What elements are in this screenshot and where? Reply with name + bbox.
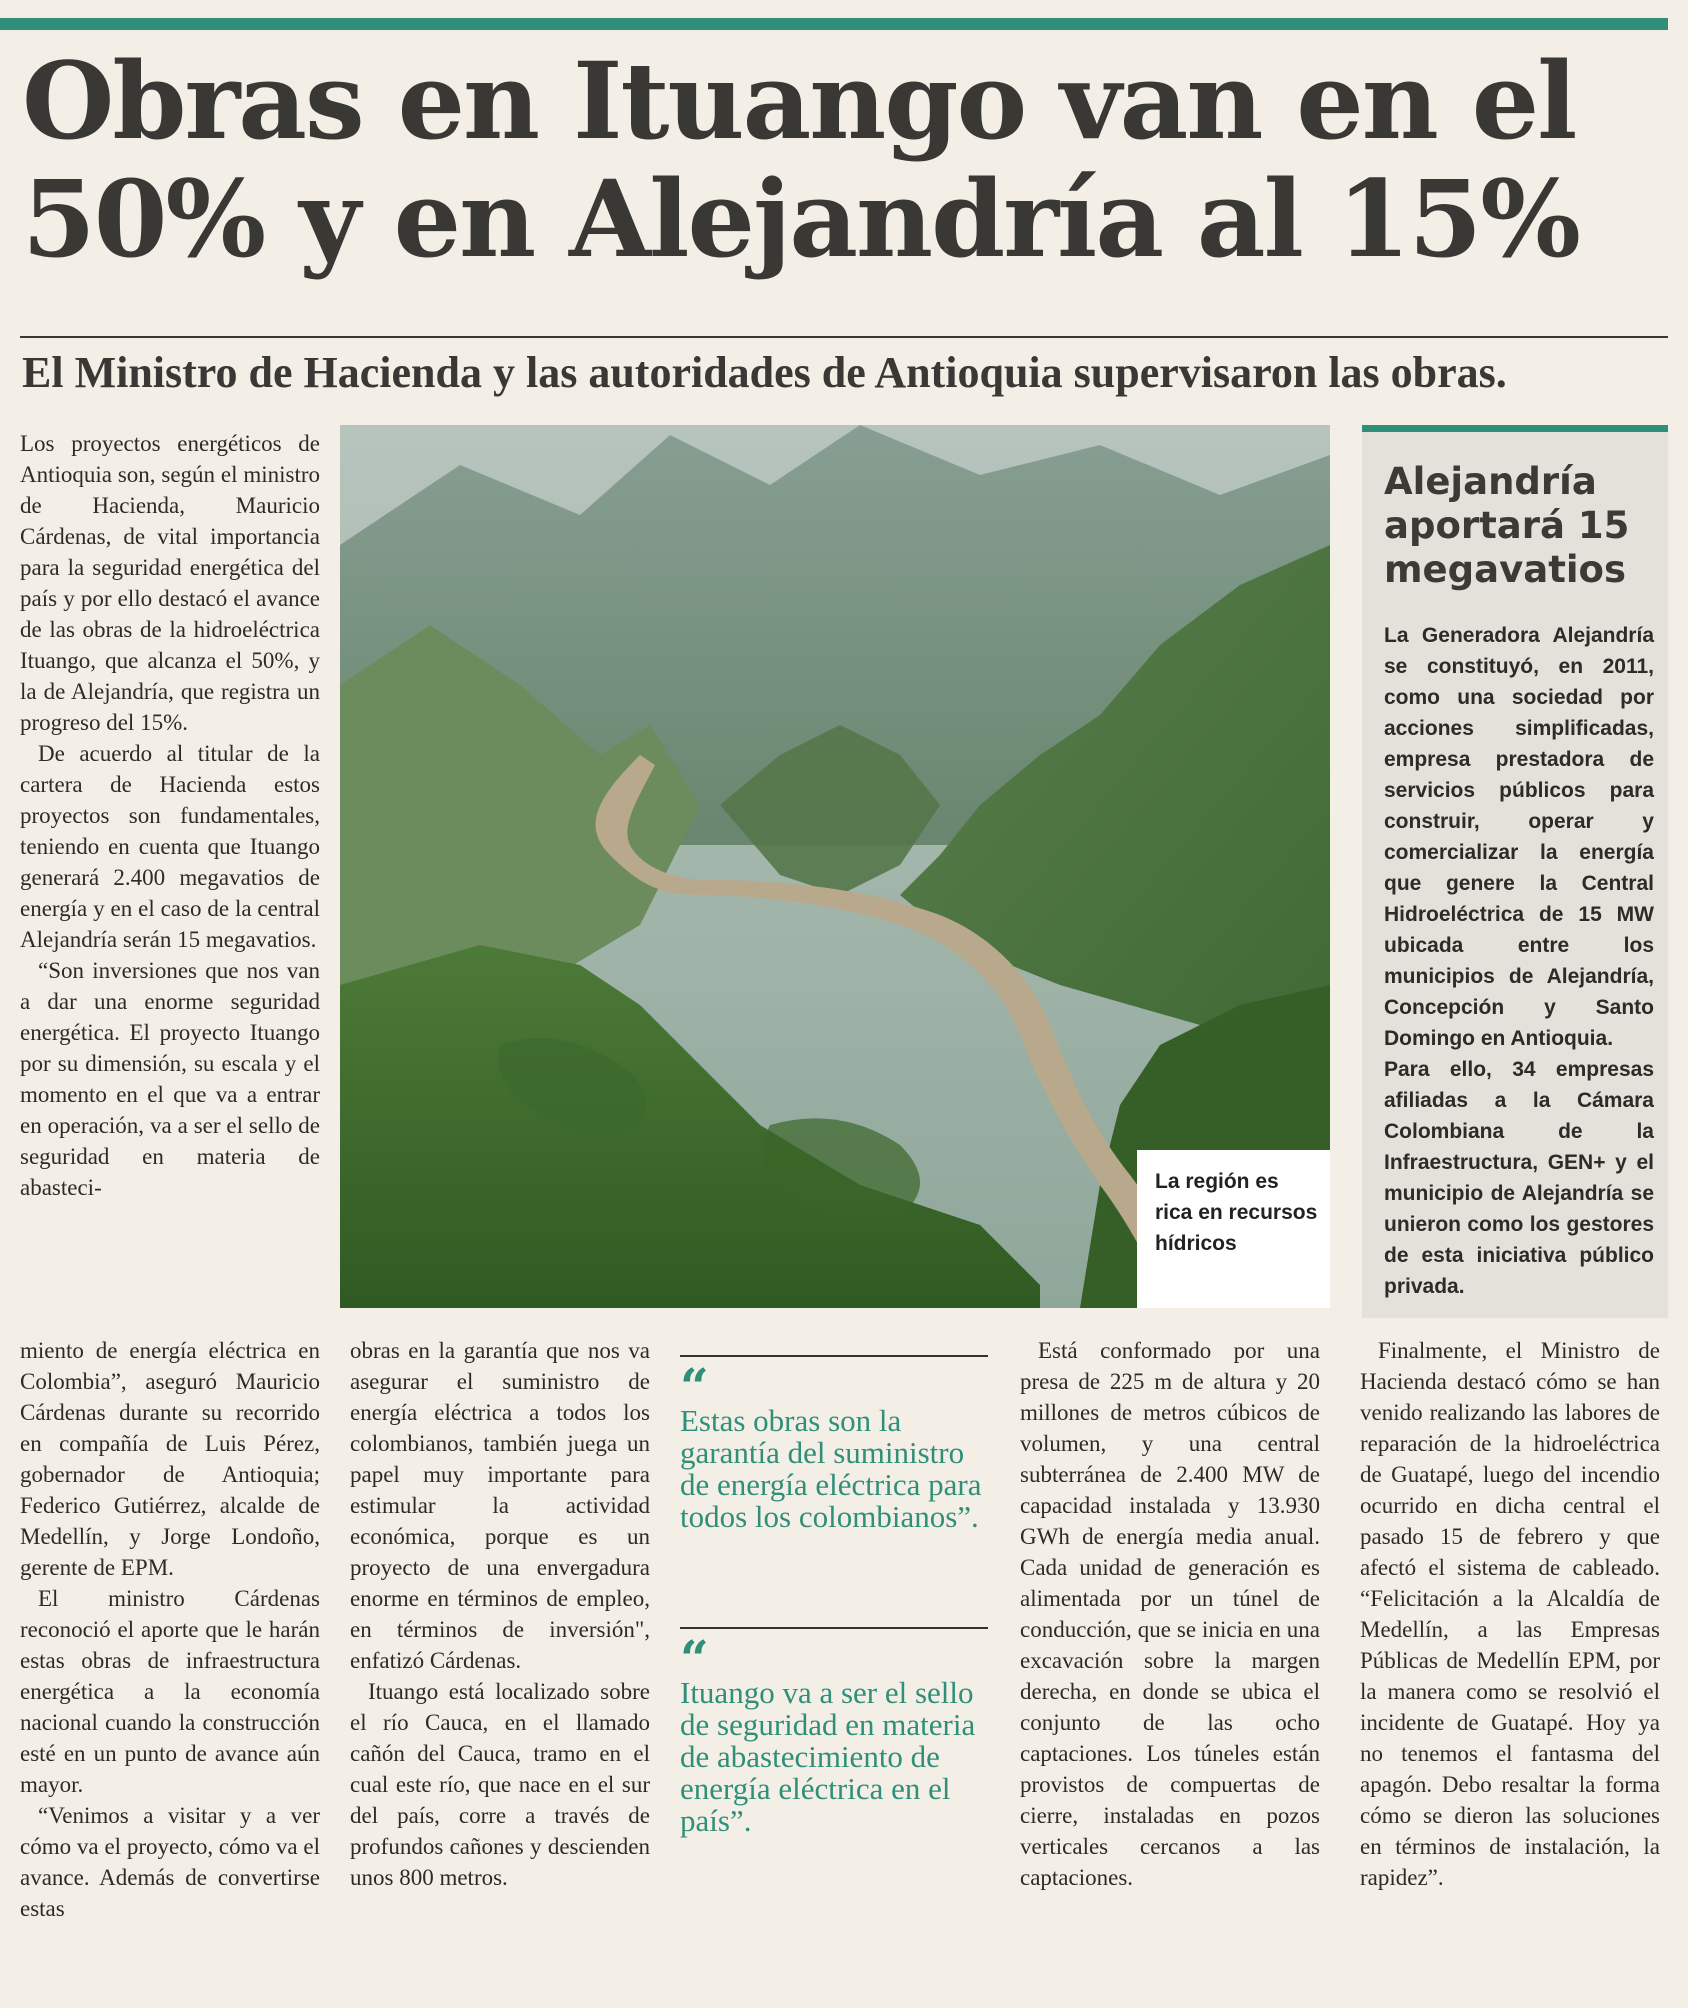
- subheadline: El Ministro de Hacienda y las autoridades de Antioquia supervisaron las obras.: [22, 348, 1507, 397]
- paragraph: De acuerdo al titular de la cartera de Hacienda estos proyectos son fundamentales, teniendo en cuenta que Ituango generará 2.400 megavatios de energía y en el caso de la central Alejandría serán 15 megavatios.: [20, 741, 320, 952]
- paragraph: Ituango está localizado sobre el río Cauca, en el llamado cañón del Cauca, tramo en el cual este río, que nace en el sur del país, corre a través de profundos cañones y descienden unos 800 metros.: [350, 1679, 650, 1890]
- paragraph: Está conformado por una presa de 225 m de altura y 20 millones de metros cúbicos de volumen, y una central subterránea de 2.400 MW de capacidad instalada y 13.930 GWh de energía media anual. Cada unidad de generación es alimentada por un túnel de conducción, que se inicia en una excavación sobre la margen derecha, en donde se ubica el conjunto de las ocho captaciones. Los túneles están provistos de compuertas de cierre, instaladas en pozos verticales cercanos a las captaciones.: [1020, 1338, 1320, 1890]
- paragraph: Finalmente, el Ministro de Hacienda destacó cómo se han venido realizando las labores de reparación de la hidroeléctrica de Guatapé, luego del incendio ocurrido en dicha central el pasado 15 de febrero y que afectó el sistema de cableado. “Felicitación a la Alcaldía de Medellín, a las Empresas Públicas de Medellín EPM, por la manera como se resolvió el incidente de Guatapé. Hoy ya no tenemos el fantasma del apagón. Debo resaltar la forma cómo se dieron las soluciones en términos de instalación, la rapidez”.: [1360, 1338, 1660, 1890]
- pull-quote-text: Estas obras son la garantía del suministro de energía eléctrica para todos los colombianos”.: [680, 1403, 982, 1534]
- photo-caption-box: [1137, 1150, 1330, 1308]
- paragraph: El ministro Cárdenas reconoció el aporte que le harán estas obras de infraestructura energética a la economía nacional cuando la construcción esté en un punto de avance aún mayor.: [20, 1586, 320, 1797]
- body-column-2: [350, 1335, 650, 1893]
- quote-mark-icon: “: [680, 1629, 709, 1688]
- paragraph: miento de energía eléctrica en Colombia”, aseguró Mauricio Cárdenas durante su recorrido en compañía de Luis Pérez, gobernador de Antioquia; Federico Gutiérrez, alcalde de Medellín, y Jorge Londoño, gerente de EPM.: [20, 1338, 320, 1580]
- body-column-1-bottom: [20, 1335, 320, 1924]
- paragraph: Los proyectos energéticos de Antioquia son, según el ministro de Hacienda, Mauricio Cárdenas, de vital importancia para la seguridad energética del país y por ello destacó el avance de las obras de la hidroeléctrica Ituango, que alcanza el 50%, y la de Alejandría, que registra un progreso del 15%.: [20, 431, 320, 735]
- paragraph: “Venimos a visitar y a ver cómo va el proyecto, cómo va el avance. Además de convertirse estas: [20, 1803, 320, 1921]
- pull-quote-text: Ituango va a ser el sello de seguridad en materia de abastecimiento de energía eléctrica en el país”.: [680, 1675, 976, 1838]
- river-canyon-photo: [340, 425, 1330, 1308]
- quote-mark-icon: “: [680, 1357, 709, 1416]
- sidebar-paragraph: Para ello, 34 empresas afiliadas a la Cámara Colombiana de la Infraestructura, GEN+ y el municipio de Alejandría se unieron como los gestores de esta iniciativa público privada.: [1384, 1058, 1654, 1298]
- top-accent-bar: [0, 18, 1668, 30]
- pull-quote-1: [680, 1355, 988, 1533]
- sidebar-paragraph: La Generadora Alejandría se constituyó, en 2011, como una sociedad por acciones simplificadas, empresa prestadora de servicios públicos para construir, operar y comercializar la energía que genere la Central Hidroeléctrica de 15 MW ubicada entre los municipios de Alejandría, Concepción y Santo Domingo en Antioquia.: [1384, 624, 1654, 1050]
- body-column-1-top: [20, 428, 320, 1203]
- body-column-4: [1020, 1335, 1320, 1893]
- photo-caption: La región es rica en recursos hídricos: [1155, 1170, 1318, 1255]
- paragraph: “Son inversiones que nos van a dar una enorme seguridad energética. El proyecto Ituango por su dimensión, su escala y el momento en el que va a entrar en operación, va a ser el sello de seguridad en materia de abasteci-: [20, 958, 320, 1200]
- sidebar-body: [1384, 620, 1654, 1302]
- headline: Obras en Ituango van en el 50% y en Alejandría al 15%: [22, 38, 1579, 281]
- sidebar-box: [1362, 425, 1668, 1318]
- paragraph: obras en la garantía que nos va asegurar el suministro de energía eléctrica a todos los colombianos, también juega un papel muy importante para estimular la actividad económica, porque es un proyecto de una envergadura enorme en términos de empleo, en términos de inversión", enfatizó Cárdenas.: [350, 1338, 650, 1673]
- headline-divider: [20, 336, 1668, 338]
- body-column-5: [1360, 1335, 1660, 1893]
- pull-quote-2: [680, 1627, 988, 1837]
- sidebar-title: Alejandría aportará 15 megavatios: [1384, 460, 1630, 591]
